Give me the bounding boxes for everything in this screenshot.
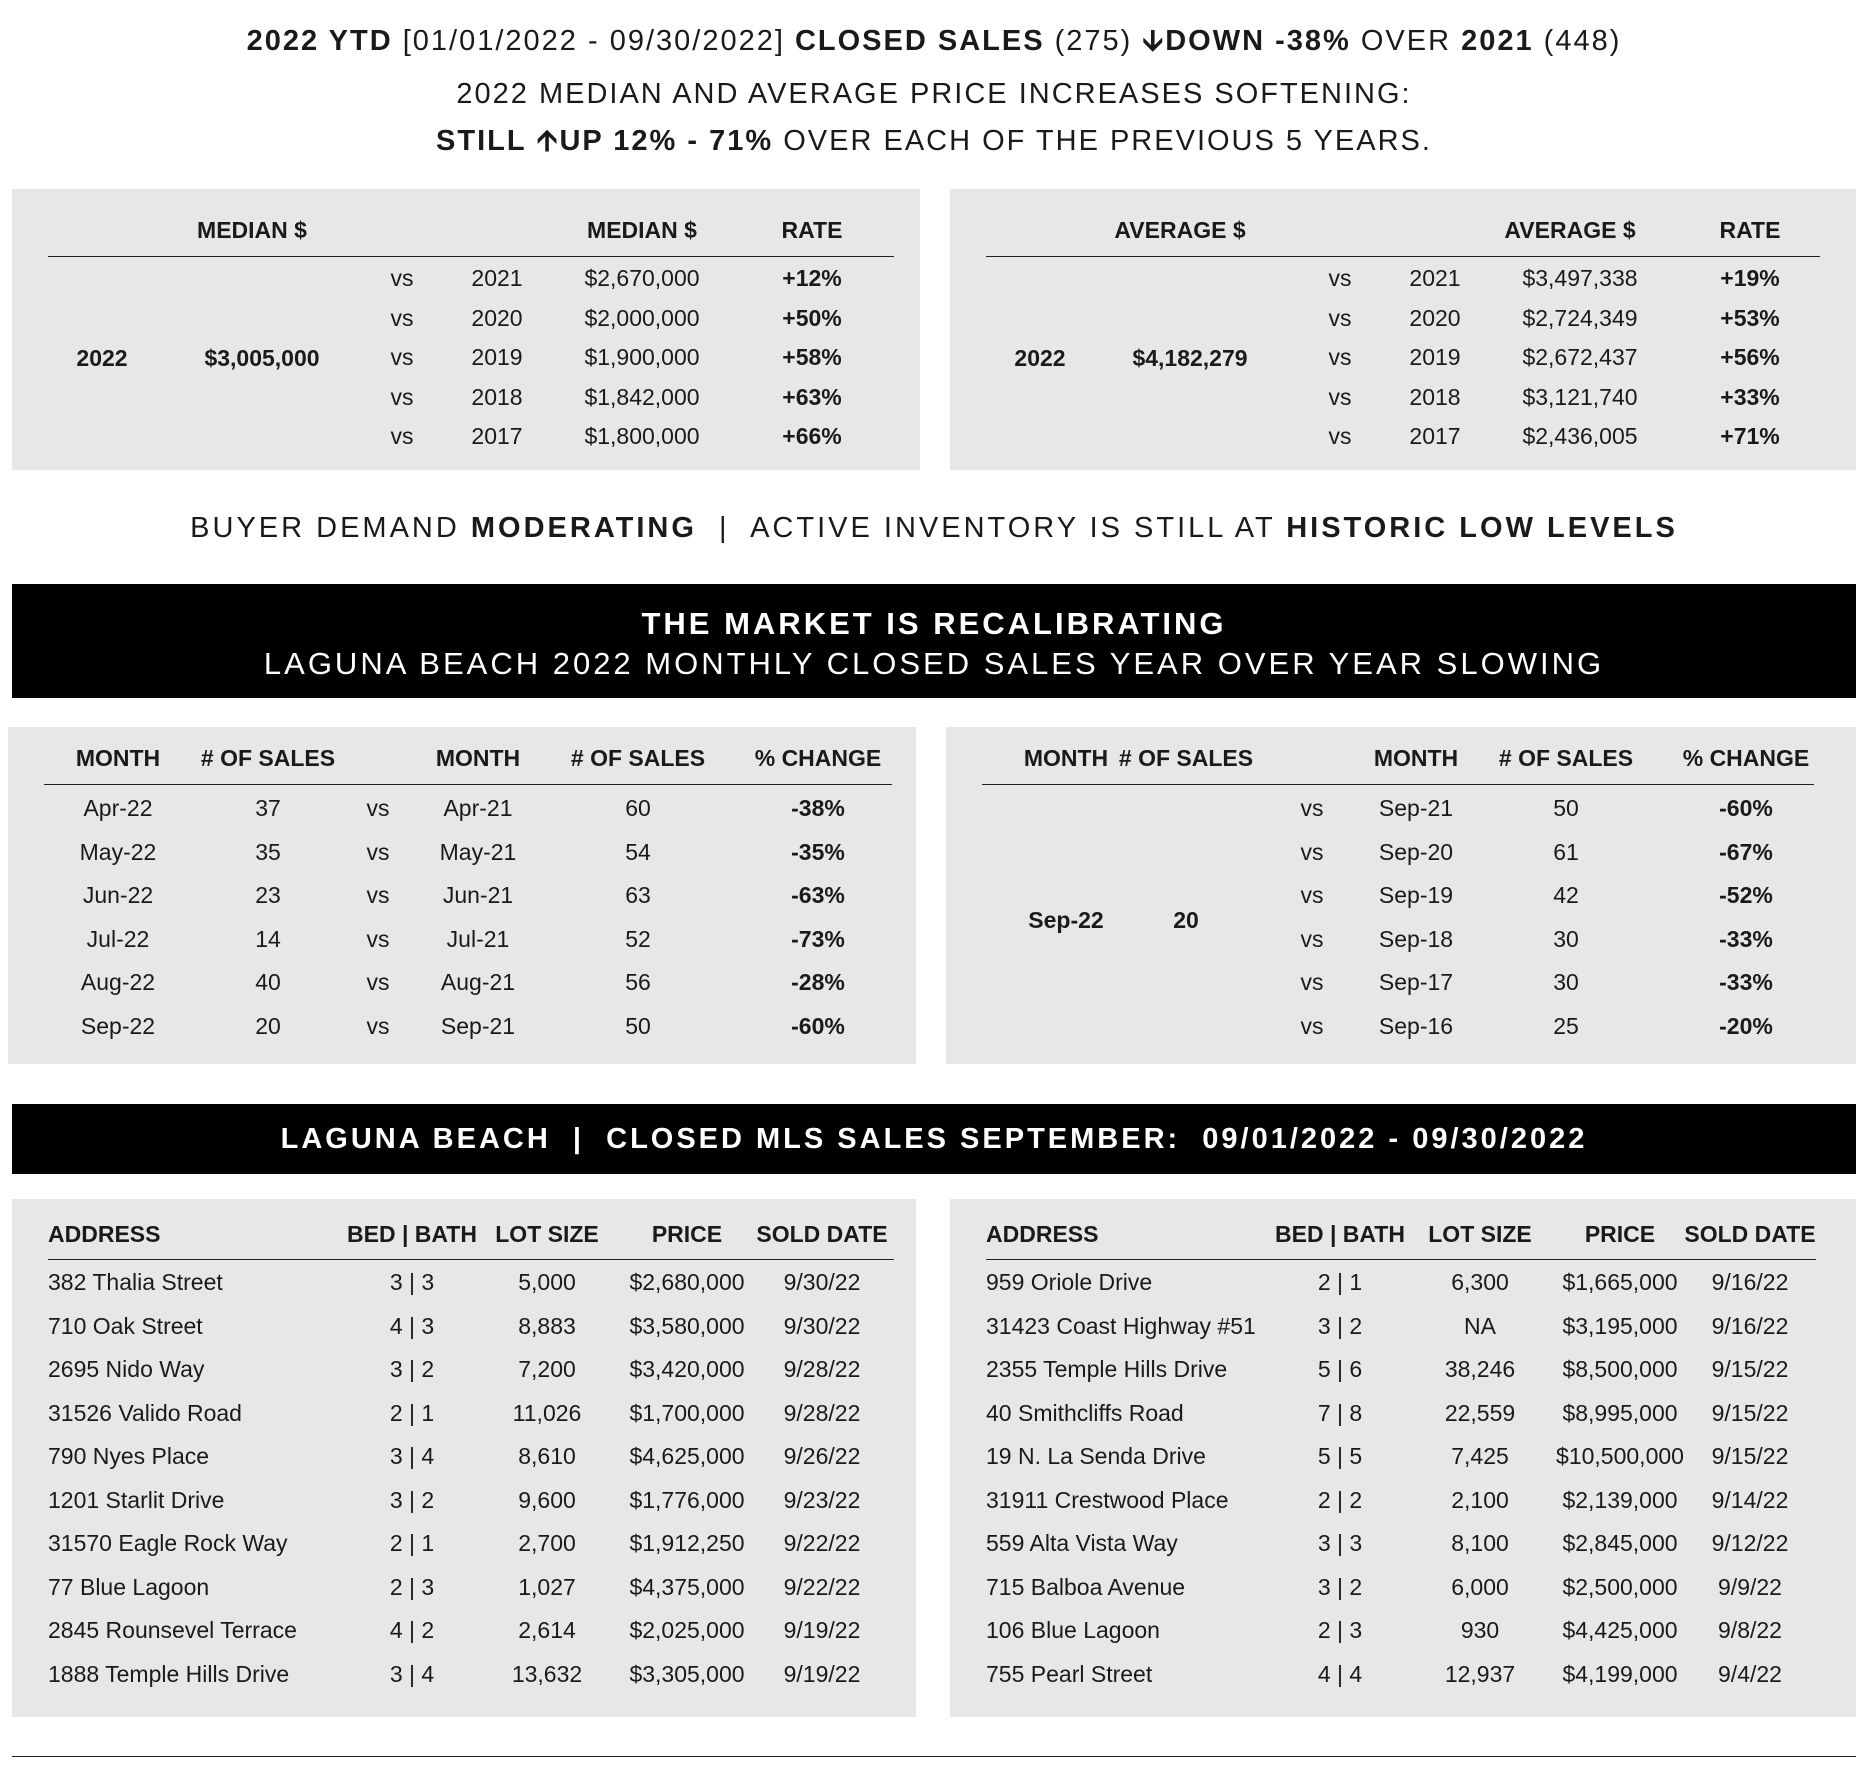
bed-bath-cell: 4 | 2 xyxy=(389,1617,435,1643)
vs-label: vs xyxy=(390,265,414,291)
sales-left-panel xyxy=(12,1199,916,1717)
price-cell: $8,500,000 xyxy=(1562,1356,1678,1382)
sold-date-cell: 9/16/22 xyxy=(1711,1312,1789,1339)
column-header: # OF SALES xyxy=(1118,745,1254,771)
column-header: BED | BATH xyxy=(347,1221,477,1247)
price-cell: $1,776,000 xyxy=(629,1486,745,1513)
price-cell: $4,625,000 xyxy=(629,1443,745,1469)
address-cell: 19 N. La Senda Drive xyxy=(986,1443,1206,1469)
prior-sales-cell: 54 xyxy=(625,838,651,865)
bed-bath-cell: 2 | 1 xyxy=(389,1530,435,1556)
footer-rule xyxy=(12,1756,1856,1757)
bed-bath-cell: 3 | 3 xyxy=(389,1269,435,1295)
bed-bath-cell: 2 | 1 xyxy=(1317,1269,1363,1295)
sold-date-cell: 9/30/22 xyxy=(783,1269,861,1295)
price-cell: $3,195,000 xyxy=(1562,1312,1678,1339)
price-cell: $4,375,000 xyxy=(629,1573,745,1600)
compare-year: 2017 xyxy=(1409,423,1461,449)
vs-label: vs xyxy=(390,304,414,331)
column-header: MONTH xyxy=(75,745,161,771)
compare-price: $2,000,000 xyxy=(584,304,700,331)
bed-bath-cell: 4 | 4 xyxy=(1317,1660,1363,1687)
price-cell: $10,500,000 xyxy=(1556,1443,1684,1469)
column-header: % CHANGE xyxy=(754,745,882,771)
change-cell: -38% xyxy=(791,795,845,821)
bed-bath-cell: 4 | 3 xyxy=(389,1312,435,1339)
median-year: 2022 xyxy=(76,345,128,371)
headline-price-softening: 2022 MEDIAN AND AVERAGE PRICE INCREASES SOFTENING: xyxy=(456,78,1412,110)
prior-sales-cell: 50 xyxy=(1553,795,1579,821)
lot-size-cell: NA xyxy=(1464,1312,1496,1339)
prior-sales-cell: 63 xyxy=(625,882,651,908)
price-cell: $1,912,250 xyxy=(629,1530,745,1556)
bed-bath-cell: 3 | 3 xyxy=(1317,1530,1363,1556)
sold-date-cell: 9/15/22 xyxy=(1711,1443,1789,1469)
vs-label: vs xyxy=(366,838,390,865)
price-cell: $2,139,000 xyxy=(1562,1486,1678,1513)
over-label: OVER xyxy=(1360,25,1452,57)
column-header: LOT SIZE xyxy=(1428,1221,1532,1247)
sold-date-cell: 9/14/22 xyxy=(1711,1486,1789,1513)
prior-month-cell: Sep-21 xyxy=(440,1012,516,1039)
prior-month-cell: Jun-21 xyxy=(442,882,514,908)
column-header: LOT SIZE xyxy=(495,1221,599,1247)
lot-size-cell: 9,600 xyxy=(518,1486,576,1513)
price-cell: $1,665,000 xyxy=(1562,1269,1678,1295)
sales-cell: 37 xyxy=(255,795,281,821)
arrow-up-icon: 🡩 xyxy=(536,125,560,157)
sold-date-cell: 9/15/22 xyxy=(1711,1399,1789,1426)
sales-cell: 40 xyxy=(255,969,281,995)
lot-size-cell: 6,000 xyxy=(1451,1573,1509,1600)
vs-label: vs xyxy=(366,969,390,995)
change-cell: -63% xyxy=(791,882,845,908)
compare-year: 2021 xyxy=(471,265,523,291)
month-cell: May-22 xyxy=(79,838,157,865)
banner1-title: THE MARKET IS RECALIBRATING xyxy=(641,606,1227,641)
address-cell: 559 Alta Vista Way xyxy=(986,1530,1178,1556)
sold-date-cell: 9/19/22 xyxy=(783,1617,861,1643)
vs-label: vs xyxy=(1300,882,1324,908)
price-cell: $2,680,000 xyxy=(629,1269,745,1295)
average-panel xyxy=(950,189,1856,470)
lot-size-cell: 11,026 xyxy=(512,1399,582,1426)
price-cell: $2,500,000 xyxy=(1562,1573,1678,1600)
closed-sales-count: (275) xyxy=(1054,25,1133,57)
lot-size-cell: 8,100 xyxy=(1451,1530,1509,1556)
address-cell: 77 Blue Lagoon xyxy=(48,1573,210,1600)
price-cell: $3,305,000 xyxy=(629,1660,745,1687)
median-head-left: MEDIAN $ xyxy=(197,217,307,243)
sold-date-cell: 9/30/22 xyxy=(783,1312,861,1339)
lot-size-cell: 2,700 xyxy=(518,1530,576,1556)
column-header: ADDRESS xyxy=(986,1221,1099,1247)
column-header: BED | BATH xyxy=(1275,1221,1405,1247)
sold-date-cell: 9/28/22 xyxy=(783,1399,861,1426)
prior-month-cell: Sep-21 xyxy=(1378,795,1454,821)
column-header: # OF SALES xyxy=(570,745,706,771)
median-panel xyxy=(12,189,920,470)
vs-label: vs xyxy=(1300,838,1324,865)
vs-label: vs xyxy=(1300,1012,1324,1039)
prior-count: (448) xyxy=(1543,25,1622,57)
column-header: SOLD DATE xyxy=(756,1221,888,1247)
prior-month-cell: Sep-18 xyxy=(1378,925,1454,952)
column-header: PRICE xyxy=(1584,1221,1656,1247)
address-cell: 31423 Coast Highway #51 xyxy=(986,1312,1256,1339)
bed-bath-cell: 2 | 2 xyxy=(1317,1486,1363,1513)
vs-label: vs xyxy=(366,925,390,952)
compare-year: 2017 xyxy=(471,423,523,449)
demand-d: HISTORIC LOW LEVELS xyxy=(1286,512,1678,544)
bed-bath-cell: 5 | 6 xyxy=(1317,1356,1363,1382)
price-cell: $2,845,000 xyxy=(1562,1530,1678,1556)
bed-bath-cell: 2 | 3 xyxy=(389,1573,435,1600)
change-cell: -73% xyxy=(791,925,845,952)
bed-bath-cell: 3 | 2 xyxy=(389,1356,435,1382)
compare-year: 2018 xyxy=(1409,383,1461,410)
monthly-left-rule xyxy=(44,784,892,785)
compare-year: 2018 xyxy=(471,383,523,410)
month-cell: Sep-22 xyxy=(80,1012,156,1039)
median-head-rate: RATE xyxy=(781,217,843,243)
vs-label: vs xyxy=(1300,795,1324,821)
address-cell: 2845 Rounsevel Terrace xyxy=(48,1617,297,1643)
lot-size-cell: 2,614 xyxy=(518,1617,576,1643)
prior-month-cell: Jul-21 xyxy=(446,925,510,952)
demand-sep: | xyxy=(719,512,730,544)
arrow-down-icon: 🡫 xyxy=(1142,25,1166,57)
price-cell: $4,199,000 xyxy=(1562,1660,1678,1687)
prior-sales-cell: 30 xyxy=(1553,925,1579,952)
lot-size-cell: 38,246 xyxy=(1444,1356,1516,1382)
sales-left-rule xyxy=(48,1259,894,1260)
prior-month-cell: Sep-19 xyxy=(1378,882,1454,908)
vs-label: vs xyxy=(366,795,390,821)
address-cell: 31911 Crestwood Place xyxy=(986,1486,1229,1513)
prior-month-cell: Sep-16 xyxy=(1378,1012,1454,1039)
bed-bath-cell: 3 | 2 xyxy=(1317,1573,1363,1600)
address-cell: 959 Oriole Drive xyxy=(986,1269,1153,1295)
price-cell: $2,025,000 xyxy=(629,1617,745,1643)
closed-sales-label: CLOSED SALES xyxy=(794,25,1045,57)
median-value: $3,005,000 xyxy=(204,345,320,371)
ytd-range: [01/01/2022 - 09/30/2022] xyxy=(402,25,785,57)
sold-date-cell: 9/16/22 xyxy=(1711,1269,1789,1295)
price-cell: $8,995,000 xyxy=(1562,1399,1678,1426)
change-cell: -52% xyxy=(1719,882,1773,908)
vs-label: vs xyxy=(390,383,414,410)
prior-month-cell: Sep-17 xyxy=(1378,969,1454,995)
address-cell: 755 Pearl Street xyxy=(986,1660,1153,1687)
closed-mls-banner: LAGUNA BEACH | CLOSED MLS SALES SEPTEMBER: 09/01/2022 - 09/30/2022 xyxy=(12,1104,1856,1174)
address-cell: 790 Nyes Place xyxy=(48,1443,210,1469)
bed-bath-cell: 3 | 2 xyxy=(389,1486,435,1513)
compare-price: $1,800,000 xyxy=(584,423,700,449)
sold-date-cell: 9/8/22 xyxy=(1718,1617,1782,1643)
vs-label: vs xyxy=(1328,304,1352,331)
lot-size-cell: 8,610 xyxy=(518,1443,576,1469)
demand-headline xyxy=(0,512,1868,545)
still-up-rest: OVER EACH OF THE PREVIOUS 5 YEARS. xyxy=(783,125,1432,157)
address-cell: 1201 Starlit Drive xyxy=(48,1486,225,1513)
rate-value: +53% xyxy=(1720,304,1780,331)
monthly-right-rule xyxy=(982,784,1814,785)
prior-sales-cell: 50 xyxy=(625,1012,651,1039)
sold-date-cell: 9/23/22 xyxy=(783,1486,861,1513)
sales-right-rule xyxy=(986,1259,1816,1260)
median-head-mid: MEDIAN $ xyxy=(587,217,697,243)
compare-year: 2020 xyxy=(471,304,523,331)
monthly-right-month: Sep-22 xyxy=(1028,907,1104,933)
change-cell: -67% xyxy=(1719,838,1773,865)
lot-size-cell: 22,559 xyxy=(1444,1399,1516,1426)
rate-value: +33% xyxy=(1720,383,1780,410)
compare-price: $1,842,000 xyxy=(584,383,700,410)
address-cell: 715 Balboa Avenue xyxy=(986,1573,1186,1600)
lot-size-cell: 1,027 xyxy=(518,1573,576,1600)
sold-date-cell: 9/9/22 xyxy=(1718,1573,1782,1600)
compare-price: $2,436,005 xyxy=(1522,423,1638,449)
recalibrating-banner xyxy=(12,584,1856,698)
banner1-subtitle: LAGUNA BEACH 2022 MONTHLY CLOSED SALES YEAR OVER YEAR SLOWING xyxy=(263,646,1605,681)
prior-sales-cell: 61 xyxy=(1553,838,1579,865)
sold-date-cell: 9/19/22 xyxy=(783,1660,861,1687)
column-header: MONTH xyxy=(1373,745,1459,771)
vs-label: vs xyxy=(1300,969,1324,995)
prior-sales-cell: 25 xyxy=(1553,1012,1579,1039)
column-header: % CHANGE xyxy=(1682,745,1810,771)
column-header: MONTH xyxy=(1023,745,1109,771)
change-cell: -28% xyxy=(791,969,845,995)
compare-price: $2,670,000 xyxy=(584,265,700,291)
average-head-rate: RATE xyxy=(1719,217,1781,243)
sold-date-cell: 9/12/22 xyxy=(1711,1530,1789,1556)
lot-size-cell: 13,632 xyxy=(511,1660,583,1687)
demand-b: MODERATING xyxy=(470,512,697,544)
vs-label: vs xyxy=(1328,383,1352,410)
sold-date-cell: 9/26/22 xyxy=(783,1443,861,1469)
bed-bath-cell: 3 | 4 xyxy=(389,1660,435,1687)
lot-size-cell: 7,425 xyxy=(1451,1443,1509,1469)
prior-sales-cell: 52 xyxy=(625,925,651,952)
vs-label: vs xyxy=(366,882,390,908)
average-head-left: AVERAGE $ xyxy=(1114,217,1246,243)
monthly-left-panel xyxy=(8,727,916,1064)
column-header: ADDRESS xyxy=(48,1221,161,1247)
lot-size-cell: 5,000 xyxy=(518,1269,576,1295)
change-cell: -60% xyxy=(1719,795,1773,821)
bed-bath-cell: 2 | 1 xyxy=(389,1399,435,1426)
monthly-right-sales: 20 xyxy=(1173,907,1199,933)
compare-year: 2020 xyxy=(1409,304,1461,331)
vs-label: vs xyxy=(1300,925,1324,952)
bed-bath-cell: 3 | 2 xyxy=(1317,1312,1363,1339)
address-cell: 40 Smithcliffs Road xyxy=(986,1399,1184,1426)
monthly-right-panel xyxy=(946,727,1856,1064)
rate-value: +50% xyxy=(782,304,842,331)
bed-bath-cell: 5 | 5 xyxy=(1317,1443,1363,1469)
vs-label: vs xyxy=(1328,423,1352,449)
price-cell: $4,425,000 xyxy=(1562,1617,1678,1643)
address-cell: 1888 Temple Hills Drive xyxy=(48,1660,290,1687)
sales-cell: 14 xyxy=(255,925,281,952)
address-cell: 31526 Valido Road xyxy=(48,1399,242,1426)
rate-value: +71% xyxy=(1720,423,1780,449)
month-cell: Jul-22 xyxy=(86,925,150,952)
lot-size-cell: 930 xyxy=(1460,1617,1500,1643)
price-cell: $1,700,000 xyxy=(629,1399,745,1426)
lot-size-cell: 12,937 xyxy=(1444,1660,1516,1687)
demand-a: BUYER DEMAND xyxy=(190,512,460,544)
vs-label: vs xyxy=(1328,344,1352,370)
change-cell: -60% xyxy=(791,1012,845,1039)
change-cell: -35% xyxy=(791,838,845,865)
column-header: # OF SALES xyxy=(1498,745,1634,771)
prior-sales-cell: 42 xyxy=(1553,882,1579,908)
rate-value: +66% xyxy=(782,423,842,449)
demand-c: ACTIVE INVENTORY IS STILL AT xyxy=(750,512,1276,544)
rate-value: +63% xyxy=(782,383,842,410)
prior-sales-cell: 56 xyxy=(625,969,651,995)
address-cell: 2695 Nido Way xyxy=(48,1356,205,1382)
bed-bath-cell: 7 | 8 xyxy=(1317,1399,1363,1426)
address-cell: 382 Thalia Street xyxy=(48,1269,223,1295)
address-cell: 106 Blue Lagoon xyxy=(986,1617,1160,1643)
lot-size-cell: 7,200 xyxy=(518,1356,576,1382)
up-label: UP 12% - 71% xyxy=(559,125,774,157)
average-year: 2022 xyxy=(1014,345,1066,371)
sold-date-cell: 9/28/22 xyxy=(783,1356,861,1382)
down-label: DOWN -38% xyxy=(1165,25,1351,57)
rate-value: +56% xyxy=(1720,344,1780,370)
bed-bath-cell: 3 | 4 xyxy=(389,1443,435,1469)
sold-date-cell: 9/22/22 xyxy=(783,1530,861,1556)
ytd-label: 2022 YTD xyxy=(246,25,393,57)
compare-price: $2,724,349 xyxy=(1522,304,1638,331)
rate-value: +12% xyxy=(782,265,842,291)
column-header: PRICE xyxy=(651,1221,723,1247)
prior-month-cell: Apr-21 xyxy=(443,795,513,821)
column-header: # OF SALES xyxy=(200,745,336,771)
lot-size-cell: 2,100 xyxy=(1451,1486,1509,1513)
compare-price: $3,497,338 xyxy=(1522,265,1638,291)
compare-price: $3,121,740 xyxy=(1522,383,1638,410)
price-cell: $3,420,000 xyxy=(629,1356,745,1382)
address-cell: 2355 Temple Hills Drive xyxy=(986,1356,1228,1382)
sold-date-cell: 9/15/22 xyxy=(1711,1356,1789,1382)
address-cell: 710 Oak Street xyxy=(48,1312,203,1339)
month-cell: Apr-22 xyxy=(83,795,153,821)
month-cell: Jun-22 xyxy=(82,882,154,908)
column-header: MONTH xyxy=(435,745,521,771)
change-cell: -20% xyxy=(1719,1012,1773,1039)
sales-cell: 35 xyxy=(255,838,281,865)
address-cell: 31570 Eagle Rock Way xyxy=(48,1530,288,1556)
prior-month-cell: Sep-20 xyxy=(1378,838,1454,865)
prior-sales-cell: 30 xyxy=(1553,969,1579,995)
compare-price: $2,672,437 xyxy=(1522,344,1638,370)
vs-label: vs xyxy=(1328,265,1352,291)
vs-label: vs xyxy=(366,1012,390,1039)
change-cell: -33% xyxy=(1719,925,1773,952)
compare-year: 2019 xyxy=(471,344,523,370)
rate-value: +19% xyxy=(1720,265,1780,291)
price-cell: $3,580,000 xyxy=(629,1312,745,1339)
sold-date-cell: 9/4/22 xyxy=(1718,1660,1782,1687)
vs-label: vs xyxy=(390,423,414,449)
sales-right-panel xyxy=(950,1199,1856,1717)
headline-still-up xyxy=(0,120,1868,169)
average-value: $4,182,279 xyxy=(1132,345,1248,371)
still-label: STILL xyxy=(436,125,527,157)
lot-size-cell: 8,883 xyxy=(518,1312,576,1339)
month-cell: Aug-22 xyxy=(80,969,156,995)
compare-year: 2019 xyxy=(1409,344,1461,370)
sales-cell: 23 xyxy=(255,882,281,908)
sales-cell: 20 xyxy=(255,1012,281,1039)
prior-year: 2021 xyxy=(1461,25,1534,57)
sold-date-cell: 9/22/22 xyxy=(783,1573,861,1600)
change-cell: -33% xyxy=(1719,969,1773,995)
average-header-rule xyxy=(986,256,1820,257)
prior-sales-cell: 60 xyxy=(625,795,651,821)
headline-closed-sales xyxy=(0,20,1868,69)
prior-month-cell: May-21 xyxy=(439,838,517,865)
bed-bath-cell: 2 | 3 xyxy=(1317,1617,1363,1643)
average-head-mid: AVERAGE $ xyxy=(1504,217,1636,243)
compare-year: 2021 xyxy=(1409,265,1461,291)
lot-size-cell: 6,300 xyxy=(1451,1269,1509,1295)
column-header: SOLD DATE xyxy=(1684,1221,1816,1247)
rate-value: +58% xyxy=(782,344,842,370)
vs-label: vs xyxy=(390,344,414,370)
median-header-rule xyxy=(48,256,894,257)
compare-price: $1,900,000 xyxy=(584,344,700,370)
prior-month-cell: Aug-21 xyxy=(440,969,516,995)
